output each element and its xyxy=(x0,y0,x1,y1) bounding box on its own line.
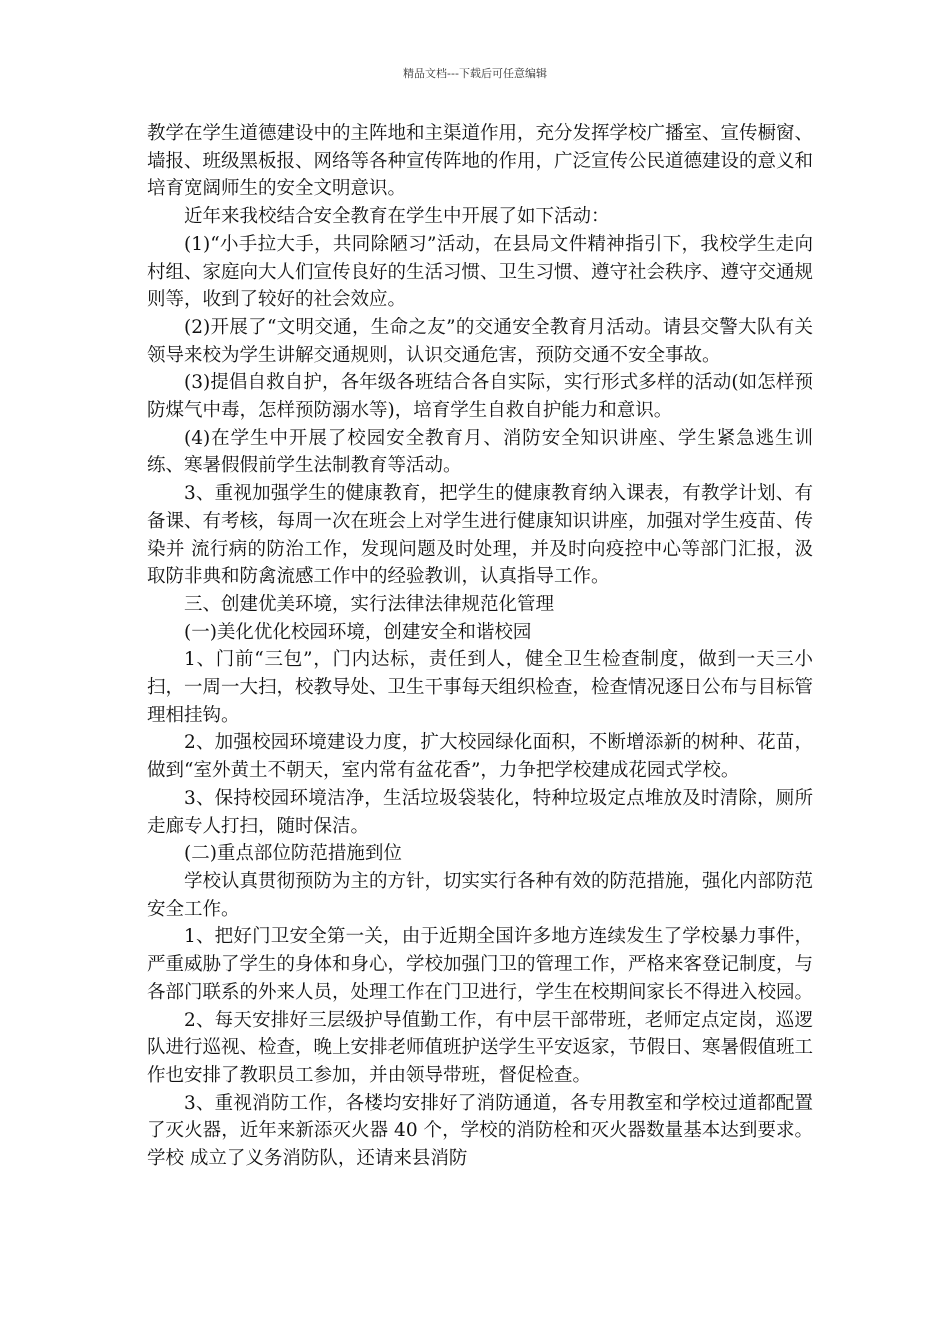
body-paragraph: 3、保持校园环境洁净，生活垃圾袋装化，特种垃圾定点堆放及时清除，厕所走廊专人打扫，随时保洁。 xyxy=(147,787,813,837)
body-paragraph: 2、加强校园环境建设力度，扩大校园绿化面积，不断增添新的树种、花苗，做到“室外黄土不朝天，室内常有盆花香”，力争把学校建成花园式学校。 xyxy=(147,732,813,782)
page-header: 精品文档---下载后可任意编辑 xyxy=(403,67,547,80)
body-paragraph: (4)在学生中开展了校园安全教育月、消防安全知识讲座、学生紧急逃生训练、寒暑假假前学生法制教育等活动。 xyxy=(147,427,813,477)
body-paragraph: (一)美化优化校园环境，创建安全和谐校园 xyxy=(184,621,532,643)
body-paragraph: (3)提倡自救自护，各年级各班结合各自实际，实行形式多样的活动(如怎样预防煤气中毒，怎样预防溺水等)，培育学生自救自护能力和意识。 xyxy=(147,372,813,422)
body-paragraph: 3、重视消防工作，各楼均安排好了消防通道，各专用教室和学校过道都配置了灭火器，近年来新添灭火器 40 个，学校的消防栓和灭火器数量基本达到要求。学校 成立了义务消防队，还请来县消防 xyxy=(147,1092,813,1170)
body-paragraph: 三、创建优美环境，实行法律法律规范化管理 xyxy=(184,593,555,615)
body-paragraph: 1、门前“三包”，门内达标，责任到人，健全卫生检查制度，做到一天三小扫，一周一大扫，校教导处、卫生干事每天组织检查，检查情况逐日公布与目标管理相挂钩。 xyxy=(147,649,814,726)
body-paragraph: (2)开展了“文明交通，生命之友”的交通安全教育月活动。请县交警大队有关领导来校为学生讲解交通规则，认识交通危害，预防交通不安全事故。 xyxy=(147,316,813,366)
body-paragraph: 教学在学生道德建设中的主阵地和主渠道作用，充分发挥学校广播室、宣传橱窗、墙报、班级黑板报、网络等各种宣传阵地的作用，广泛宣传公民道德建设的意义和培育宽阔师生的安全文明意识。 xyxy=(147,123,814,200)
document-body xyxy=(147,120,813,1173)
body-paragraph: 近年来我校结合安全教育在学生中开展了如下活动： xyxy=(184,206,610,228)
body-paragraph: 2、每天安排好三层级护导值勤工作，有中层干部带班，老师定点定岗，巡逻队进行巡视、检查，晚上安排老师值班护送学生平安返家，节假日、寒暑假值班工作也安排了教职员工参加，并由领导带班，督促检查。 xyxy=(147,1009,814,1086)
body-paragraph: 3、重视加强学生的健康教育，把学生的健康教育纳入课表，有教学计划、有备课、有考核，每周一次在班会上对学生进行健康知识讲座，加强对学生疫苗、传染并 流行病的防治工作，发现问题及时处理，并及时向疫控中心等部门汇报，汲取防非典和防禽流感工作中的经验教训，认真指导工作。 xyxy=(147,483,814,588)
body-paragraph: 学校认真贯彻预防为主的方针，切实实行各种有效的防范措施，强化内部防范安全工作。 xyxy=(147,870,814,920)
body-paragraph: 1、把好门卫安全第一关，由于近期全国许多地方连续发生了学校暴力事件，严重威胁了学生的身体和身心，学校加强门卫的管理工作，严格来客登记制度，与各部门联系的外来人员，处理工作在门卫进行，学生在校期间家长不得进入校园。 xyxy=(147,926,814,1003)
body-paragraph: (二)重点部位防范措施到位 xyxy=(184,843,402,865)
body-paragraph: (1)“小手拉大手，共同除陋习”活动，在县局文件精神指引下，我校学生走向村组、家庭向大人们宣传良好的生活习惯、卫生习惯、遵守社会秩序、遵守交通规则等，收到了较好的社会效应。 xyxy=(147,233,814,311)
